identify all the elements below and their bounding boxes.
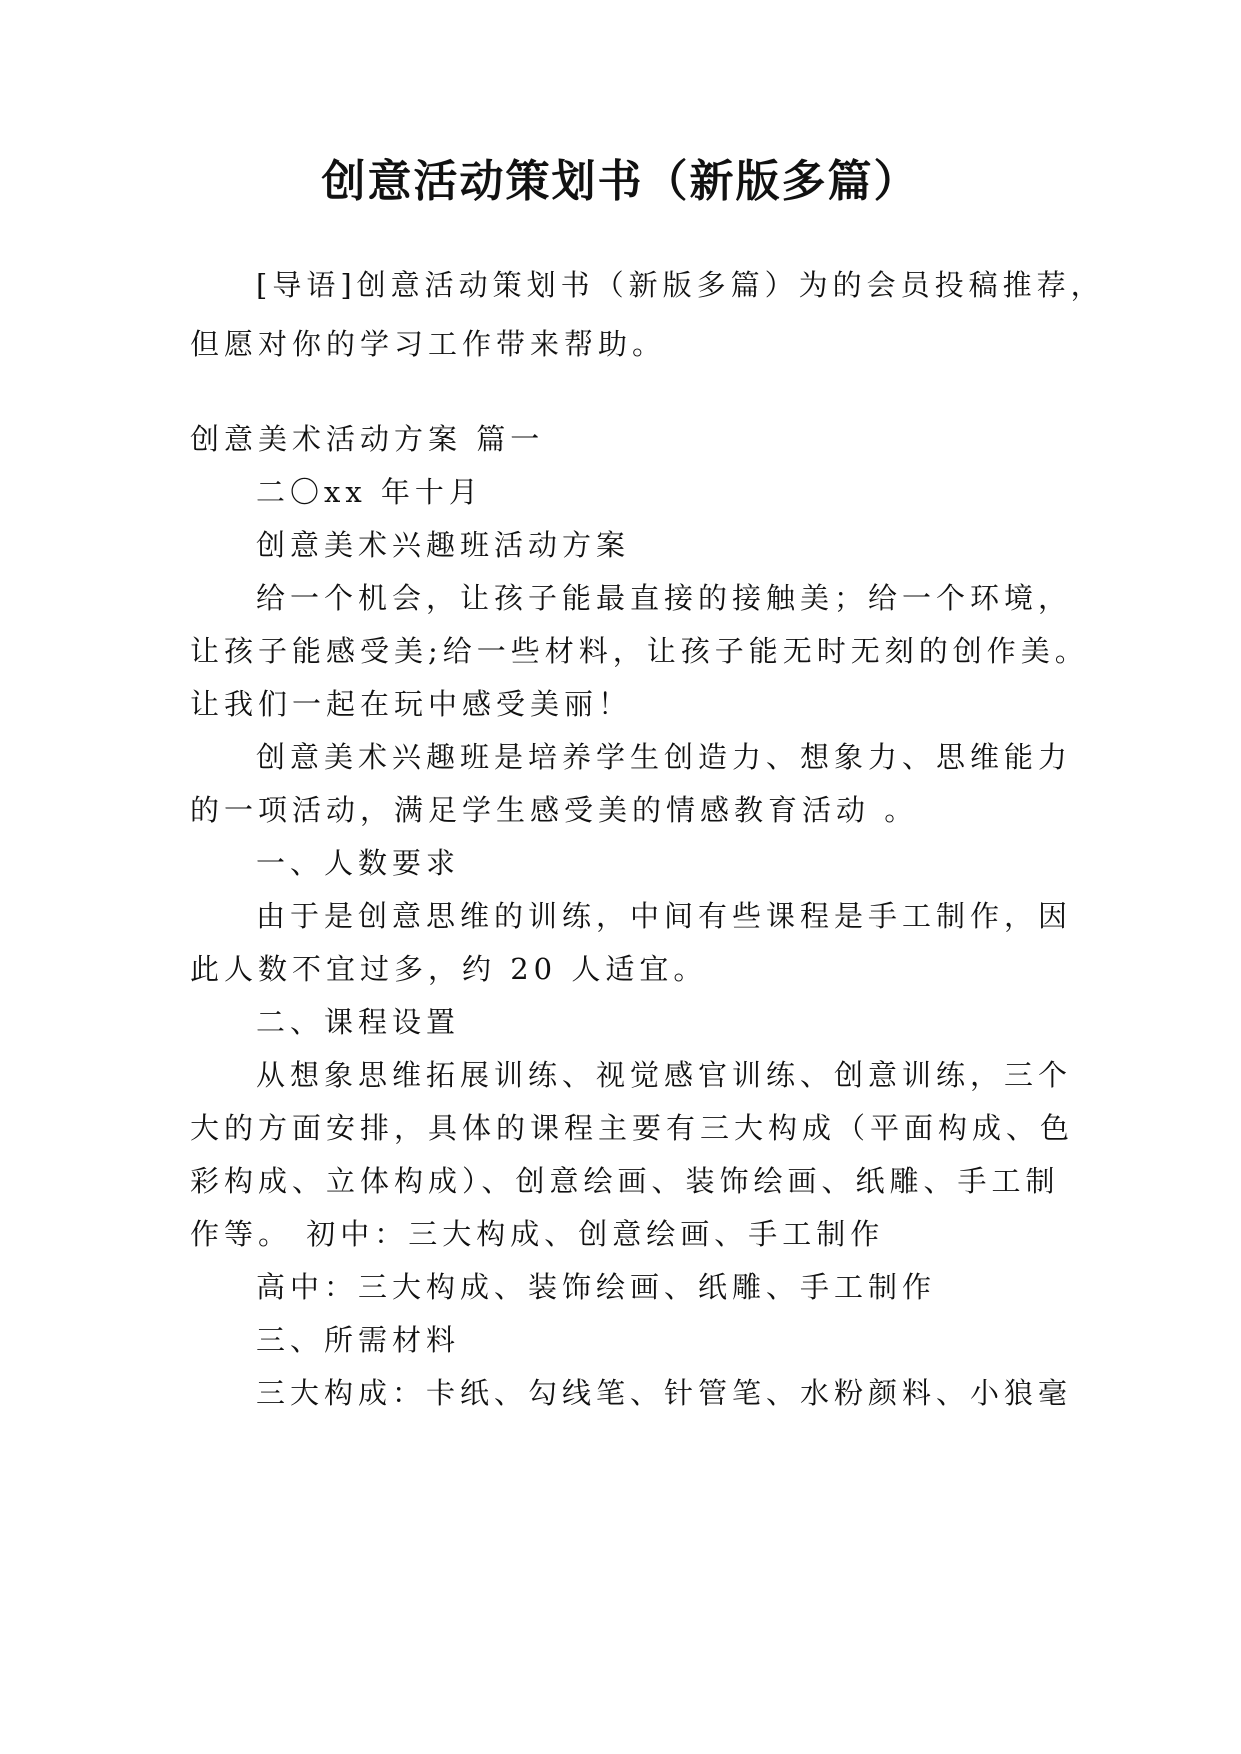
paragraph-3-line-2: 此人数不宜过多，约 20 人适宜。 (190, 952, 708, 986)
heading-3: 三、所需材料 (256, 1323, 461, 1357)
intro-line-2: 但愿对你的学习工作带来帮助。 (190, 327, 667, 361)
paragraph-4-line-4: 作等。 初中：三大构成、创意绘画、手工制作 (190, 1217, 885, 1251)
heading-2: 二、课程设置 (256, 1005, 461, 1039)
paragraph-4-line-2: 大的方面安排，具体的课程主要有三大构成（平面构成、色 (190, 1111, 1075, 1145)
paragraph-6-line-1: 三大构成：卡纸、勾线笔、针管笔、水粉颜料、小狼毫 (256, 1376, 1073, 1410)
paragraph-4-line-3: 彩构成、立体构成）、创意绘画、装饰绘画、纸雕、手工制 (190, 1164, 1060, 1198)
paragraph-4-line-1: 从想象思维拓展训练、视觉感官训练、创意训练，三个 (256, 1058, 1073, 1092)
date-line: 二〇xx 年十月 (256, 475, 483, 509)
paragraph-5-line-1: 高中：三大构成、装饰绘画、纸雕、手工制作 (256, 1270, 937, 1304)
paragraph-1-line-3: 让我们一起在玩中感受美丽！ (190, 687, 633, 721)
document-title: 创意活动策划书（新版多篇） (321, 156, 920, 207)
plan-title: 创意美术兴趣班活动方案 (256, 528, 631, 562)
intro-line-1: [导语]创意活动策划书（新版多篇）为的会员投稿推荐， (256, 268, 1105, 302)
section-heading: 创意美术活动方案 篇一 (190, 422, 545, 456)
paragraph-1-line-1: 给一个机会，让孩子能最直接的接触美；给一个环境， (256, 581, 1073, 615)
paragraph-3-line-1: 由于是创意思维的训练，中间有些课程是手工制作，因 (256, 899, 1073, 933)
document-body (190, 0, 1105, 1754)
paragraph-1-line-2: 让孩子能感受美;给一些材料，让孩子能无时无刻的创作美。 (190, 634, 1089, 668)
paragraph-2-line-1: 创意美术兴趣班是培养学生创造力、想象力、思维能力 (256, 740, 1073, 774)
heading-1: 一、人数要求 (256, 846, 461, 880)
paragraph-2-line-2: 的一项活动，满足学生感受美的情感教育活动 。 (190, 793, 919, 827)
